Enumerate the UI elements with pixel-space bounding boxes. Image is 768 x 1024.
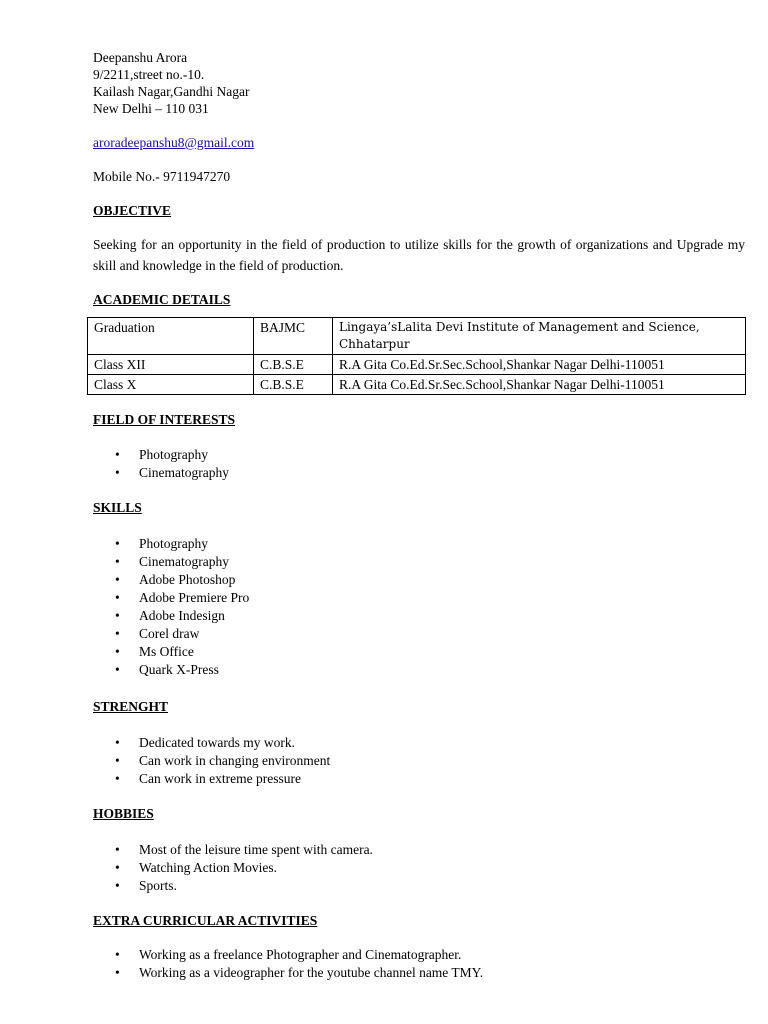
bullet-icon: •: [115, 465, 120, 480]
bullet-icon: •: [115, 662, 120, 677]
resume-page: [93, 49, 745, 982]
bullet-icon: •: [115, 608, 120, 623]
bullet-icon: •: [115, 965, 120, 980]
table-row: [88, 355, 746, 375]
strength-list: [93, 734, 745, 788]
list-item: [93, 964, 745, 982]
mobile-number: Mobile No.- 9711947270: [93, 169, 231, 184]
email-link[interactable]: aroradeepanshu8@gmail.com: [93, 135, 255, 150]
list-item: [93, 877, 745, 895]
extra-curricular-heading: EXTRA CURRICULAR ACTIVITIES: [93, 913, 318, 928]
list-item-text: Photography: [139, 536, 208, 551]
academic-table: [87, 317, 746, 395]
bullet-icon: •: [115, 753, 120, 768]
bullet-icon: •: [115, 590, 120, 605]
list-item: [93, 946, 745, 964]
bullet-icon: •: [115, 842, 120, 857]
list-item: [93, 734, 745, 752]
list-item: [93, 571, 745, 589]
list-item-text: Adobe Premiere Pro: [139, 590, 250, 605]
list-item-text: Working as a videographer for the youtube channel name TMY.: [139, 965, 484, 980]
bullet-icon: •: [115, 735, 120, 750]
objective-text: Seeking for an opportunity in the field of production to utilize skills for the growth of organizations and Upgrade my skill and knowledge in the field of production.: [93, 237, 745, 273]
board-cell: BAJMC: [254, 318, 333, 355]
list-item-text: Watching Action Movies.: [139, 860, 278, 875]
table-row: [88, 318, 746, 355]
contact-block: [93, 49, 745, 185]
academic-heading: ACADEMIC DETAILS: [93, 292, 231, 307]
board-cell: C.B.S.E: [254, 355, 333, 375]
bullet-icon: •: [115, 878, 120, 893]
address-line-2: Kailash Nagar,Gandhi Nagar: [93, 84, 250, 99]
bullet-icon: •: [115, 447, 120, 462]
bullet-icon: •: [115, 860, 120, 875]
list-item-text: Most of the leisure time spent with camera.: [139, 842, 373, 857]
address-line-3: New Delhi – 110 031: [93, 101, 209, 116]
bullet-icon: •: [115, 572, 120, 587]
list-item: [93, 752, 745, 770]
bullet-icon: •: [115, 554, 120, 569]
skills-list: [93, 535, 745, 679]
skills-heading: SKILLS: [93, 500, 142, 515]
bullet-icon: •: [115, 771, 120, 786]
candidate-name: Deepanshu Arora: [93, 50, 188, 65]
list-item: [93, 625, 745, 643]
bullet-icon: •: [115, 644, 120, 659]
list-item: [93, 553, 745, 571]
list-item-text: Can work in changing environment: [139, 753, 331, 768]
list-item-text: Photography: [139, 447, 208, 462]
list-item-text: Cinematography: [139, 465, 229, 480]
list-item-text: Corel draw: [139, 626, 200, 641]
bullet-icon: •: [115, 947, 120, 962]
qualification-cell: Graduation: [88, 318, 254, 355]
list-item: [93, 607, 745, 625]
list-item: [93, 661, 745, 679]
bullet-icon: •: [115, 626, 120, 641]
interests-heading: FIELD OF INTERESTS: [93, 412, 236, 427]
list-item-text: Cinematography: [139, 554, 229, 569]
list-item: [93, 446, 745, 464]
list-item: [93, 589, 745, 607]
list-item: [93, 643, 745, 661]
list-item-text: Adobe Photoshop: [139, 572, 236, 587]
board-cell: C.B.S.E: [254, 375, 333, 395]
strength-heading: STRENGHT: [93, 699, 169, 714]
institute-cell: R.A Gita Co.Ed.Sr.Sec.School,Shankar Nagar Delhi-110051: [333, 375, 746, 395]
interests-list: [93, 446, 745, 482]
list-item-text: Sports.: [139, 878, 177, 893]
list-item-text: Dedicated towards my work.: [139, 735, 295, 750]
qualification-cell: Class XII: [88, 355, 254, 375]
list-item: [93, 464, 745, 482]
hobbies-heading: HOBBIES: [93, 806, 154, 821]
extra-curricular-list: [93, 946, 745, 982]
list-item-text: Can work in extreme pressure: [139, 771, 301, 786]
institute-cell: R.A Gita Co.Ed.Sr.Sec.School,Shankar Nagar Delhi-110051: [333, 355, 746, 375]
list-item-text: Quark X-Press: [139, 662, 219, 677]
list-item: [93, 535, 745, 553]
hobbies-list: [93, 841, 745, 895]
bullet-icon: •: [115, 536, 120, 551]
list-item: [93, 841, 745, 859]
list-item-text: Working as a freelance Photographer and Cinematographer.: [139, 947, 462, 962]
institute-cell: Lingaya’sLalita Devi Institute of Management and Science, Chhatarpur: [333, 318, 746, 355]
list-item: [93, 770, 745, 788]
qualification-cell: Class X: [88, 375, 254, 395]
table-row: [88, 375, 746, 395]
list-item-text: Ms Office: [139, 644, 194, 659]
list-item-text: Adobe Indesign: [139, 608, 225, 623]
address-line-1: 9/2211,street no.-10.: [93, 67, 205, 82]
objective-heading: OBJECTIVE: [93, 203, 172, 218]
list-item: [93, 859, 745, 877]
